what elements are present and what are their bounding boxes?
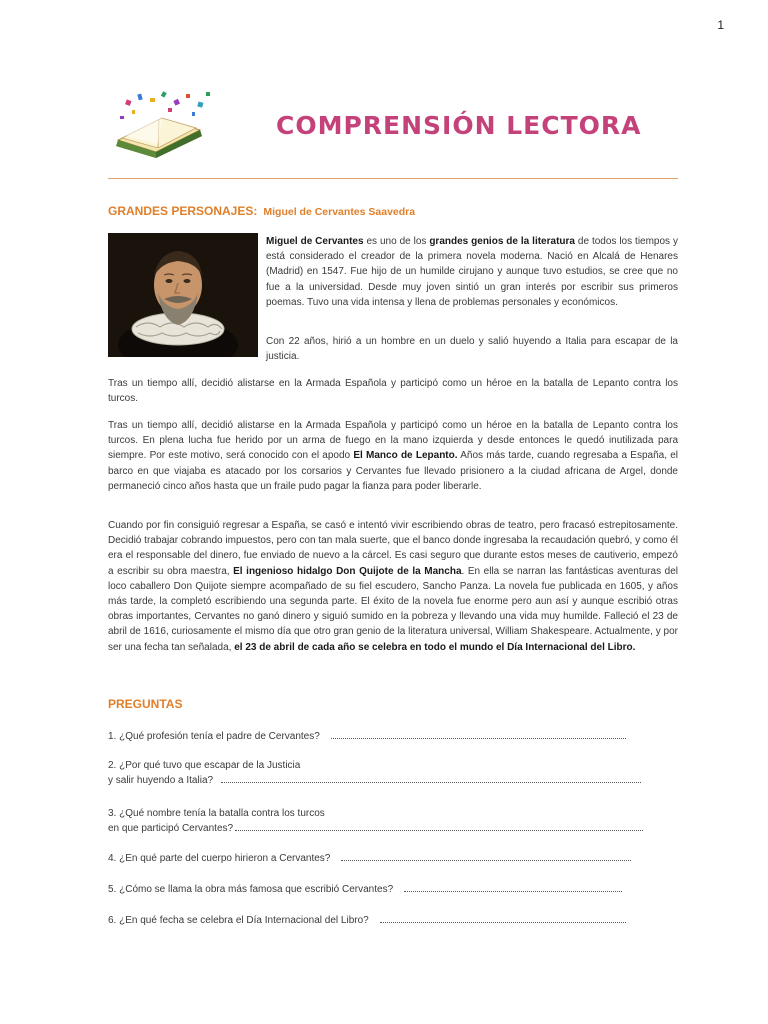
- cervantes-portrait: [108, 233, 258, 357]
- header-divider: [108, 178, 678, 179]
- section-subject: Miguel de Cervantes Saavedra: [263, 206, 416, 218]
- section-label: GRANDES PERSONAJES:: [108, 204, 258, 218]
- question-text: 6. ¿En qué fecha se celebra el Día Internacional del Libro?: [108, 915, 369, 926]
- answer-line[interactable]: [235, 822, 643, 831]
- question-2: [108, 758, 641, 788]
- answer-line[interactable]: [341, 852, 631, 861]
- question-5: [108, 882, 622, 897]
- bold-text: grandes genios de la literatura: [429, 236, 575, 247]
- text-run: Tras un tiempo allí, decidió alistarse en la Armada Española y participó como un héroe en la batalla de Lepanto contra los turcos. En plena lucha fue herido por un arma de fuego en la mano izquierda y desde entonces le quedó inutilizada para siempre. Por este motivo, será conocido con el apodo: [108, 420, 678, 462]
- answer-line[interactable]: [221, 774, 641, 783]
- question-6: [108, 913, 626, 928]
- question-1: [108, 729, 626, 744]
- page-title: COMPRENSIÓN LECTORA: [276, 111, 642, 140]
- question-text: y salir huyendo a Italia?: [108, 775, 214, 786]
- page-number: 1: [717, 18, 724, 32]
- paragraph-4: [108, 418, 678, 494]
- answer-line[interactable]: [380, 914, 626, 923]
- text-run: Cuando por fin consiguió regresar a España, se casó e intentó vivir escribiendo obras de teatro, pero fracasó estrepitosamente. Decidió trabajar cobrando impuestos, pero con tan mala suerte, que el banco donde ingresaba la recaudación quebró, y como él era el responsable del dinero, fue enviado de nuevo a la cárcel. Es casi seguro que durante estos meses de cautiverio, empezó a escribir su obra maestra,: [108, 520, 678, 577]
- question-text: 1. ¿Qué profesión tenía el padre de Cervantes?: [108, 731, 320, 742]
- book-logo-icon: [106, 88, 218, 168]
- text-run: Años más tarde, cuando regresaba a España, el barco en que viajaba es atacado por los corsarios y Cervantes fue llevado prisionero a la ciudad africana de Argel, donde permaneció cinco años hasta que un fraile pudo pagar la fianza para poder liberarle.: [108, 450, 678, 492]
- bold-text: Miguel de Cervantes: [266, 236, 364, 247]
- paragraph-5: [108, 518, 678, 655]
- question-3: [108, 806, 643, 836]
- question-text: en que participó Cervantes?: [108, 823, 234, 834]
- question-text: 5. ¿Cómo se llama la obra más famosa que escribió Cervantes?: [108, 884, 394, 895]
- text-run: es uno de los: [363, 236, 430, 247]
- answer-line[interactable]: [404, 883, 622, 892]
- questions-heading: PREGUNTAS: [108, 697, 183, 711]
- question-text: 3. ¿Qué nombre tenía la batalla contra los turcos: [108, 808, 325, 819]
- bold-text: El ingenioso hidalgo Don Quijote de la Mancha: [233, 565, 462, 577]
- answer-line[interactable]: [331, 730, 626, 739]
- bold-text: el 23 de abril de cada año se celebra en todo el mundo el Día Internacional del Libro.: [234, 641, 636, 653]
- text-run: . En ella se narran las fantásticas aventuras del loco caballero Don Quijote siempre acompañado de su fiel escudero, Sancho Panza. La novela fue publicada en 1605, y años más tarde, la completó escribiendo una segunda parte. El éxito de la novela fue enorme pero aun así y aunque escribió otras obras importantes, Cervantes no ganó dinero y siguió sumido en la pobreza y llevando una vida muy humilde. Falleció el 23 de abril de 1616, curiosamente el mismo día que otro gran genio de la literatura universal, William Shakespeare. Actualmente, y por ser una fecha tan señalada,: [108, 565, 678, 653]
- paragraph-2: Con 22 años, hirió a un hombre en un duelo y salió huyendo a Italia para escapar de la justicia.: [266, 336, 678, 363]
- section-heading: [108, 204, 415, 218]
- question-4: [108, 851, 631, 866]
- paragraph-1: [266, 234, 678, 310]
- paragraph-3: Tras un tiempo allí, decidió alistarse en la Armada Española y participó como un héroe en la batalla de Lepanto contra los turcos.: [108, 378, 678, 405]
- question-text: 4. ¿En qué parte del cuerpo hirieron a Cervantes?: [108, 853, 331, 864]
- bold-text: El Manco de Lepanto.: [353, 450, 458, 462]
- question-text: 2. ¿Por qué tuvo que escapar de la Justicia: [108, 760, 301, 771]
- text-run: de todos los tiempos y está considerado el creador de la primera novela moderna. Nació en Alcalá de Henares (Madrid) en 1547. Fue hijo de un humilde cirujano y aunque tuvo estudios, se cree que no fue a la universidad. Desde muy joven sintió un gran interés por escribir sus primeros poemas. Tuvo una vida intensa y llena de problemas personales y económicos.: [266, 236, 678, 308]
